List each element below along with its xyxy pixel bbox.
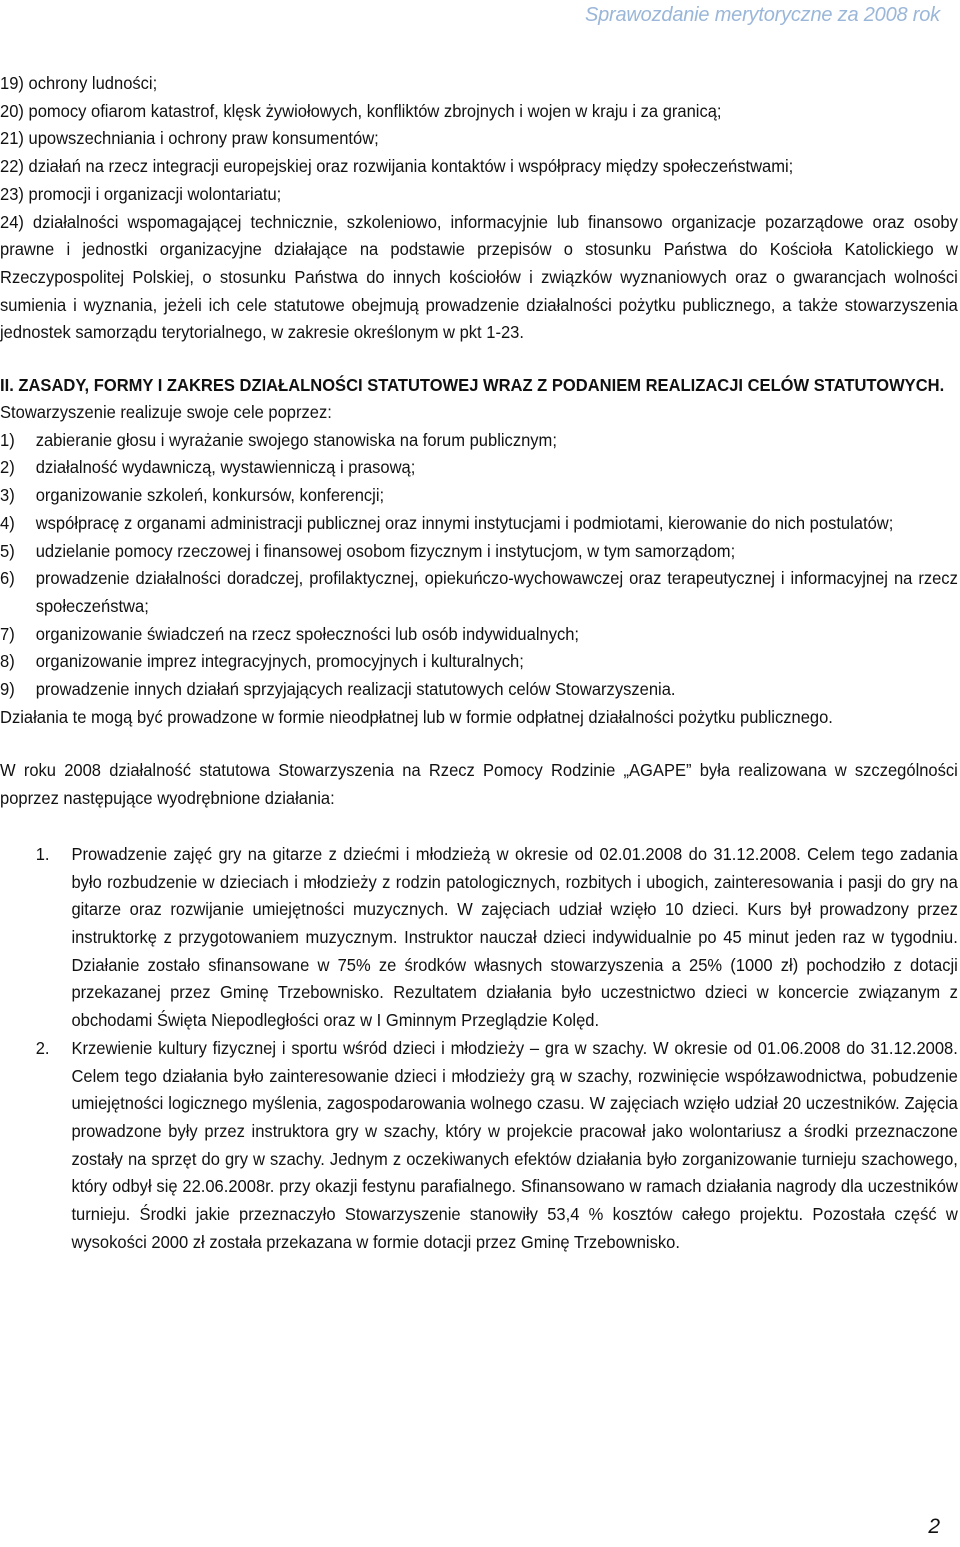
list-item: 24) działalności wspomagającej technicznie, szkoleniowo, informacyjnie lub finansowo organizacje pozarządowe oraz osoby prawne i jednostki organizacyjne działające na podstawie przepisów o stosunku Państwa do Kościoła Katolickiego w Rzeczypospolitej Polskiej, o stosunku Państwa do innych kościołów i związków wyznaniowych oraz o gwarancjach wolności sumienia i wyznania, jeżeli ich cele statutowe obejmują prowadzenie działalności pożytku publicznego, a także stowarzyszenia jednostek samorządu terytorialnego, w zakresie określonym w pkt 1-23. (0, 211, 958, 343)
item-text: udzielanie pomocy rzeczowej i finansowej osobom fizycznym i instytucjom, w tym samorządom; (35, 540, 736, 561)
list-item (0, 676, 958, 704)
list-item (0, 454, 958, 482)
item-text: współpracę z organami administracji publicznej oraz innymi instytucjami i podmiotami, kierowanie do nich postulatów; (35, 512, 894, 533)
spacer (0, 731, 958, 757)
item-text: organizowanie imprez integracyjnych, promocyjnych i kulturalnych; (35, 651, 524, 672)
document-body (0, 70, 958, 1256)
list-item: 19) ochrony ludności; (0, 73, 158, 93)
spacer (0, 813, 958, 841)
item-number: 5) (0, 540, 15, 561)
item-text: organizowanie świadczeń na rzecz społeczności lub osób indywidualnych; (35, 623, 580, 644)
item-number: 4) (0, 512, 15, 533)
goals-list (0, 427, 958, 704)
item-text: działalność wydawniczą, wystawienniczą i prasową; (35, 457, 416, 478)
list-item (0, 538, 958, 566)
item-text: prowadzenie działalności doradczej, profilaktycznej, opiekuńczo-wychowawczej oraz terapeutycznej i informacyjnej na rzecz społeczeństwa; (35, 568, 958, 616)
item-number: 7) (0, 623, 15, 644)
list-item (0, 648, 958, 676)
item-number: 2) (0, 457, 15, 478)
list-item: 20) pomocy ofiarom katastrof, klęsk żywiołowych, konfliktów zbrojnych i wojen w kraju i za granicą; (0, 100, 722, 121)
section-intro: Stowarzyszenie realizuje swoje cele poprzez: (0, 402, 332, 423)
item-number: 9) (0, 679, 15, 700)
item-text: Prowadzenie zajęć gry na gitarze z dziećmi i młodzieżą w okresie od 02.01.2008 do 31.12.2008. Celem tego zadania było rozbudzenie w dzieciach i młodzieży z rodzin patologicznych, rozbitych i ubogich, zainteresowania i pasji do gry na gitarze oraz rozwijanie umiejętności muzycznych. W zajęciach udział wzięło 10 dzieci. Kurs był prowadzony przez instruktorkę z przygotowaniem muzycznym. Instruktor nauczał dzieci indywidualnie po 45 minut jeden raz w tygodniu. Działanie zostało sfinansowane w 75% ze środków własnych stowarzyszenia a 25% (1000 zł) pochodziło z dotacji przekazanej przez Gminę Trzebownisko. Rezultatem działania było uczestnictwo dzieci w koncercie związanym z obchodami Święta Niepodległości oraz w I Gminnym Przeglądzie Kolęd. (71, 843, 958, 1031)
item-number: 1. (35, 843, 50, 864)
section-heading: II. ZASADY, FORMY I ZAKRES DZIAŁALNOŚCI STATUTOWEJ WRAZ Z PODANIEM REALIZACJI CELÓW STATUTOWYCH. (0, 375, 945, 396)
running-header: Sprawozdanie merytoryczne za 2008 rok (584, 4, 940, 26)
list-item: 23) promocji i organizacji wolontariatu; (0, 183, 282, 204)
activities-list (0, 841, 958, 1257)
list-item (0, 565, 958, 620)
item-number: 3) (0, 485, 15, 506)
list-item (0, 427, 958, 455)
item-number: 2. (35, 1037, 50, 1058)
list-item (0, 482, 958, 510)
item-text: prowadzenie innych działań sprzyjających realizacji statutowych celów Stowarzyszenia. (35, 679, 676, 700)
list-item (0, 1035, 958, 1257)
realizacja-intro: W roku 2008 działalność statutowa Stowarzyszenia na Rzecz Pomocy Rodzinie „AGAPE” była realizowana w szczególności poprzez następujące wyodrębnione działania: (0, 760, 958, 809)
item-text: zabieranie głosu i wyrażanie swojego stanowiska na forum publicznym; (35, 429, 557, 450)
item-number: 1) (0, 429, 15, 450)
list-item (0, 621, 958, 649)
item-text: Krzewienie kultury fizycznej i sportu wśród dzieci i młodzieży – gra w szachy. W okresie od 01.06.2008 do 31.12.2008. Celem tego działania było zainteresowanie dzieci i młodzieży grą w szachy, rozwinięcie współzawodnictwa, pobudzenie umiejętności logicznego myślenia, zagospodarowania wolnego czasu. W zajęciach wzięło udział 20 uczestników. Zajęcia prowadzone były przez instruktora gry w szachy, który w projekcie pracował jako wolontariusz a środki przeznaczone zostały na sprzęt do gry w szachy. Jednym z oczekiwanych efektów działania było zorganizowanie turnieju szachowego, który odbył się 22.06.2008r. przy okazji festynu parafialnego. Sfinansowano w ramach działania nagrody dla uczestników turnieju. Środki jakie przeznaczyło Stowarzyszenie stanowiły 53,4 % kosztów całego projektu. Pozostała część w wysokości 2000 zł została przekazana w formie dotacji przez Gminę Trzebownisko. (71, 1037, 958, 1252)
item-text: organizowanie szkoleń, konkursów, konferencji; (35, 485, 385, 506)
page-number: 2 (928, 1515, 940, 1538)
section-closing: Działania te mogą być prowadzone w formie nieodpłatnej lub w formie odpłatnej działalności pożytku publicznego. (0, 706, 833, 727)
list-item: 21) upowszechniania i ochrony praw konsumentów; (0, 128, 379, 149)
list-item: 22) działań na rzecz integracji europejskiej oraz rozwijania kontaktów i współpracy między społeczeństwami; (0, 156, 794, 177)
item-number: 6) (0, 568, 15, 589)
list-item (0, 841, 958, 1035)
list-item (0, 510, 958, 538)
item-number: 8) (0, 651, 15, 672)
